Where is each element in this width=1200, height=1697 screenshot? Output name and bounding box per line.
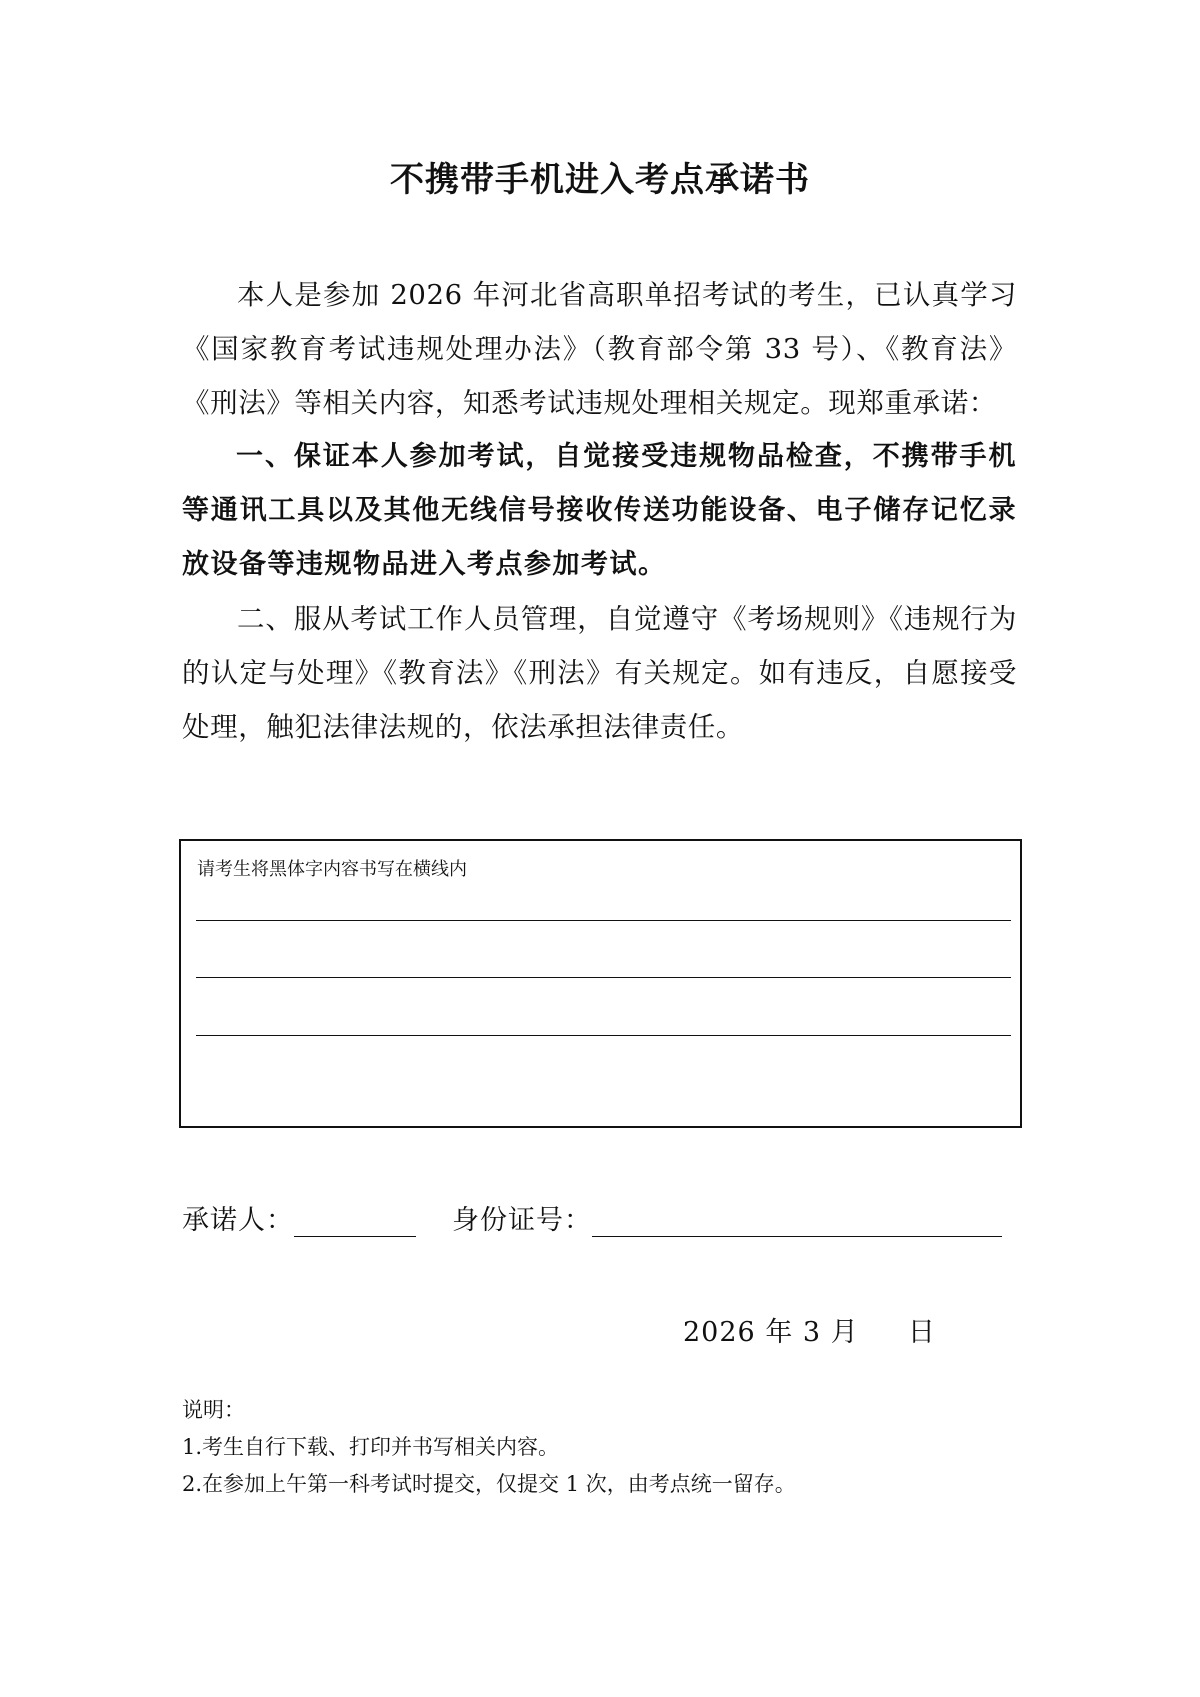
date-month: 3 xyxy=(802,1317,822,1348)
intro-paragraph: 本人是参加 2026 年河北省高职单招考试的考生，已认真学习《国家教育考试违规处理办法》（教育部令第 33 号）、《教育法》《刑法》等相关内容，知悉考试违规处理相关规定。现郑重承诺： xyxy=(182,279,1017,419)
pledge-item-two: 二、服从考试工作人员管理，自觉遵守《考场规则》《违规行为的认定与处理》《教育法》《刑法》有关规定。如有违反，自愿接受处理，触犯法律法规的，依法承担法律责任。 xyxy=(182,603,1017,743)
date-month-unit: 月 xyxy=(830,1317,859,1348)
document-title: 不携带手机进入考点承诺书 xyxy=(390,160,810,200)
notes-heading: 说明： xyxy=(182,1398,245,1422)
copy-box-instruction: 请考生将黑体字内容书写在横线内 xyxy=(197,859,467,880)
pledger-name-blank[interactable] xyxy=(294,1206,416,1237)
date-year-unit: 年 xyxy=(765,1317,794,1348)
notes-section xyxy=(182,1392,796,1503)
id-number-label: 身份证号： xyxy=(452,1205,592,1236)
copy-line-1[interactable] xyxy=(196,920,1011,921)
note-item: 1.考生自行下载、打印并书写相关内容。 xyxy=(182,1435,560,1459)
signature-row xyxy=(182,1198,1002,1237)
handwriting-copy-box xyxy=(179,839,1022,1128)
note-item: 2.在参加上午第一科考试时提交，仅提交 1 次，由考点统一留存。 xyxy=(182,1472,796,1496)
pledger-label: 承诺人： xyxy=(182,1205,294,1236)
date-row xyxy=(683,1310,936,1349)
copy-line-2[interactable] xyxy=(196,977,1011,978)
copy-line-3[interactable] xyxy=(196,1035,1011,1036)
id-number-blank[interactable] xyxy=(592,1206,1002,1237)
pledge-item-one: 一、保证本人参加考试，自觉接受违规物品检查，不携带手机等通讯工具以及其他无线信号接收传送功能设备、电子储存记忆录放设备等违规物品进入考点参加考试。 xyxy=(182,441,1017,580)
pledge-body xyxy=(182,268,1017,754)
date-day-unit: 日 xyxy=(907,1317,936,1348)
date-year: 2026 xyxy=(683,1317,756,1348)
